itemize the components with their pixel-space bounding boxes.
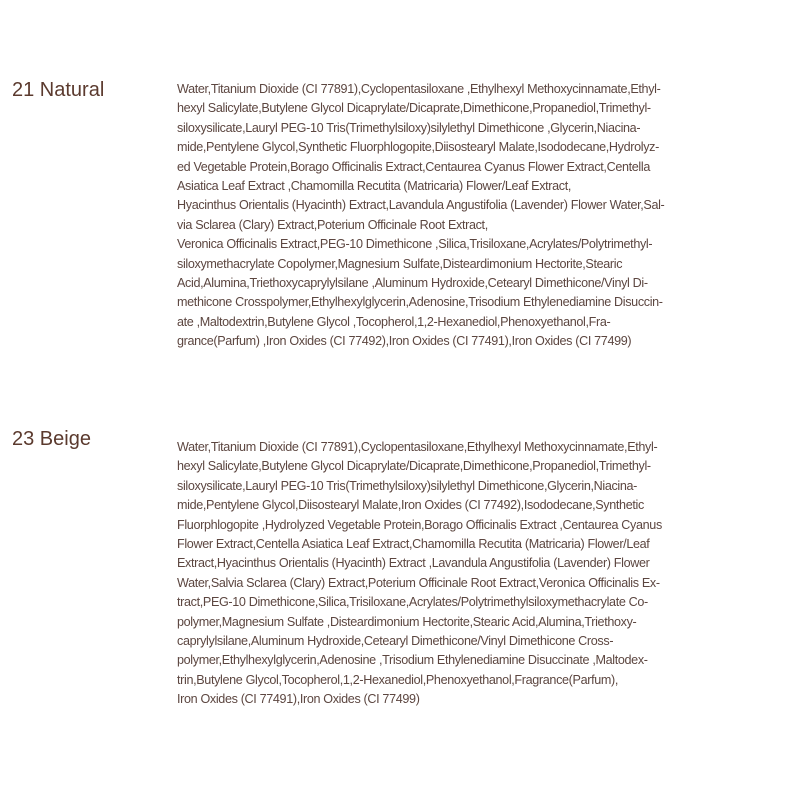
ingredients-line: Flower Extract,Centella Asiatica Leaf Extract,Chamomilla Recutita (Matricaria) Flower/Leaf [177,537,650,552]
shade-title-21-natural: 21 Natural [12,79,105,101]
ingredients-line: hexyl Salicylate,Butylene Glycol Dicaprylate/Dicaprate,Dimethicone,Propanediol,Trimethyl- [177,101,651,116]
ingredients-line: hexyl Salicylate,Butylene Glycol Dicaprylate/Dicaprate,Dimethicone,Propanediol,Trimethyl- [177,459,651,474]
ingredients-line: Acid,Alumina,Triethoxycaprylylsilane ,Aluminum Hydroxide,Cetearyl Dimethicone/Vinyl Di- [177,276,648,291]
ingredients-line: grance(Parfum) ,Iron Oxides (CI 77492),Iron Oxides (CI 77491),Iron Oxides (CI 77499) [177,334,632,349]
ingredients-line: Water,Titanium Dioxide (CI 77891),Cyclopentasiloxane,Ethylhexyl Methoxycinnamate,Ethyl- [177,440,658,454]
shade-title-23-beige: 23 Beige [12,428,91,450]
ingredients-line: siloxymethacrylate Copolymer,Magnesium Sulfate,Disteardimonium Hectorite,Stearic [177,256,623,271]
ingredients-line: mide,Pentylene Glycol,Diisostearyl Malate,Iron Oxides (CI 77492),Isododecane,Synthetic [177,498,644,513]
ingredients-line: Hyacinthus Orientalis (Hyacinth) Extract,Lavandula Angustifolia (Lavender) Flower Water,Sal- [177,198,665,213]
ingredients-line: trin,Butylene Glycol,Tocopherol,1,2-Hexanediol,Phenoxyethanol,Fragrance(Parfum), [177,672,619,687]
ingredients-line: ate ,Maltodextrin,Butylene Glycol ,Tocopherol,1,2-Hexanediol,Phenoxyethanol,Fra- [177,314,611,329]
ingredients-line: Asiatica Leaf Extract ,Chamomilla Recutita (Matricaria) Flower/Leaf Extract, [177,179,572,194]
ingredients-line: siloxysilicate,Lauryl PEG-10 Tris(Trimethylsiloxy)silylethyl Dimethicone ,Glycerin,Niacina- [177,120,641,135]
ingredients-line: Water,Titanium Dioxide (CI 77891),Cyclopentasiloxane ,Ethylhexyl Methoxycinnamate,Ethyl- [177,82,661,96]
ingredients-line: Fluorphlogopite ,Hydrolyzed Vegetable Protein,Borago Officinalis Extract ,Centaurea Cyanus [177,517,662,532]
ingredients-list-23-beige [177,438,789,710]
ingredients-line: via Sclarea (Clary) Extract,Poterium Officinale Root Extract, [177,217,488,232]
ingredients-line: caprylylsilane,Aluminum Hydroxide,Cetearyl Dimethicone/Vinyl Dimethicone Cross- [177,634,614,649]
ingredients-line: siloxysilicate,Lauryl PEG-10 Tris(Trimethylsiloxy)silylethyl Dimethicone,Glycerin,Niacina- [177,478,638,493]
ingredients-line: ed Vegetable Protein,Borago Officinalis Extract,Centaurea Cyanus Flower Extract,Centella [177,159,650,174]
ingredients-line: mide,Pentylene Glycol,Synthetic Fluorphlogopite,Diisostearyl Malate,Isododecane,Hydrolyz- [177,140,659,155]
ingredients-line: Water,Salvia Sclarea (Clary) Extract,Poterium Officinale Root Extract,Veronica Officinalis Ex- [177,575,660,590]
ingredients-line: Iron Oxides (CI 77491),Iron Oxides (CI 77499) [177,692,420,707]
ingredients-line: polymer,Ethylhexylglycerin,Adenosine ,Trisodium Ethylenediamine Disuccinate ,Maltodex- [177,653,648,668]
ingredients-line: methicone Crosspolymer,Ethylhexylglycerin,Adenosine,Trisodium Ethylenediamine Disuccin- [177,295,663,310]
ingredients-line: Extract,Hyacinthus Orientalis (Hyacinth) Extract ,Lavandula Angustifolia (Lavender) Flower [177,556,650,571]
ingredients-line: Veronica Officinalis Extract,PEG-10 Dimethicone ,Silica,Trisiloxane,Acrylates/Polytrimethyl- [177,237,653,252]
ingredients-line: polymer,Magnesium Sulfate ,Disteardimonium Hectorite,Stearic Acid,Alumina,Triethoxy- [177,614,637,629]
ingredients-line: tract,PEG-10 Dimethicone,Silica,Trisiloxane,Acrylates/Polytrimethylsiloxymethacrylate Co- [177,595,648,610]
ingredients-list-21-natural [177,80,789,352]
